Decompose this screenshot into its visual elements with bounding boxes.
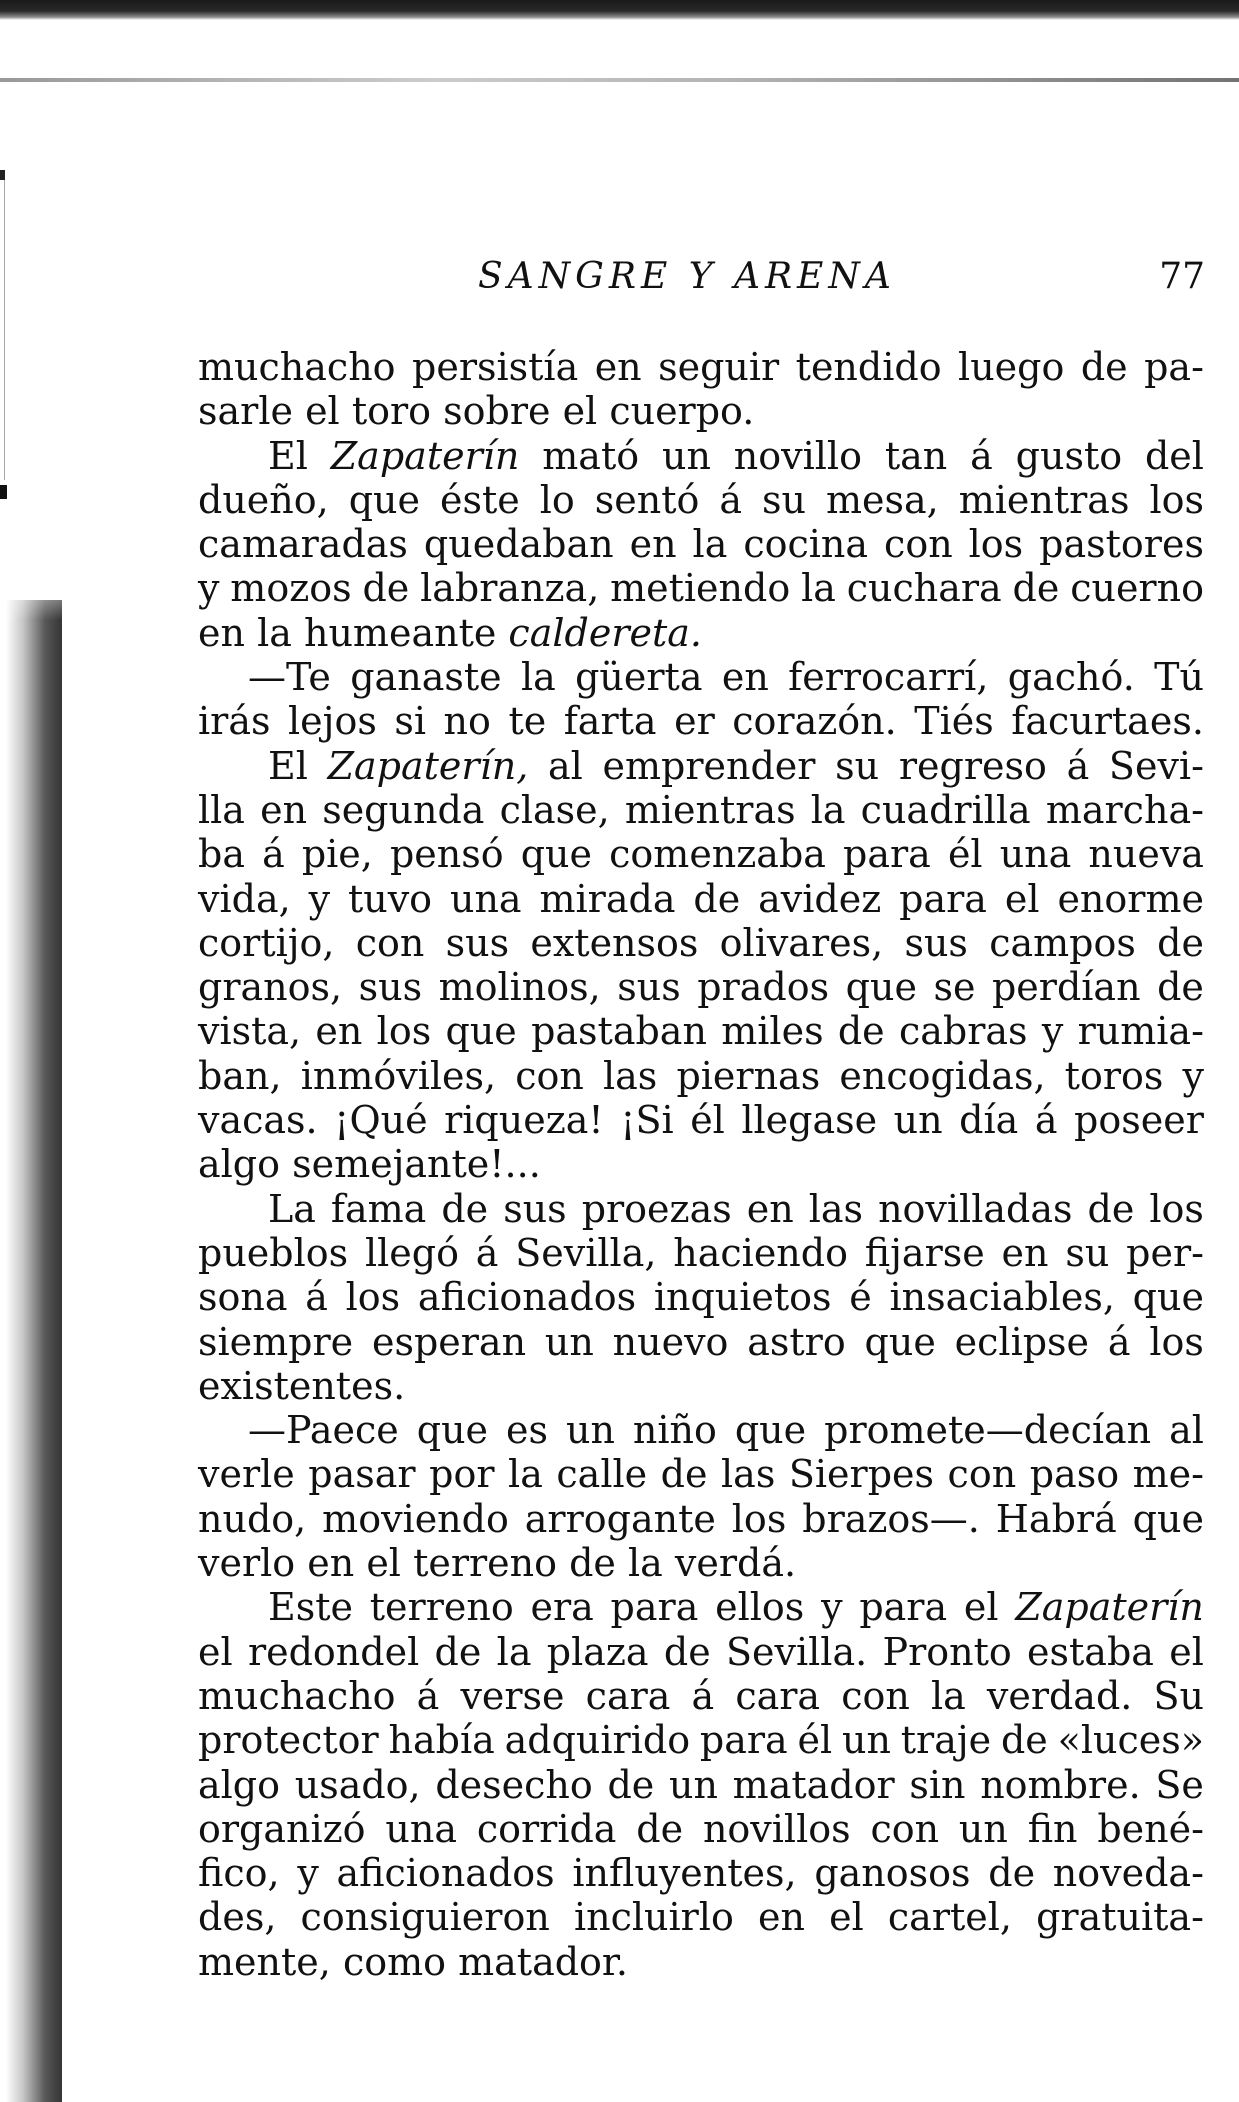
text-line: algo semejante!... [198,1142,541,1187]
text-line: granos, sus molinos, sus prados que se perdían de [198,965,1204,1010]
text-line: cortijo, con sus extensos olivares, sus campos de [198,920,1204,965]
page-number: 77 [1159,256,1205,297]
scan-left-mark [0,485,7,499]
text-line: La fama de sus proezas en las novilladas de los [268,1186,1204,1231]
text-line: pueblos llegó á Sevilla, haciendo fijarse en su per- [198,1230,1204,1275]
scan-left-line [4,180,5,480]
text-line: des, consiguieron incluirlo en el cartel, gratuita- [198,1895,1204,1940]
text-line: ba á pie, pensó que comenzaba para él una nueva [198,832,1204,877]
text-line: vacas. ¡Qué riqueza! ¡Si él llegase un día á poseer [198,1098,1204,1143]
text-line: camaradas quedaban en la cocina con los pastores [198,522,1204,567]
text-line: el redondel de la plaza de Sevilla. Pronto estaba el [198,1629,1204,1674]
body-text [198,345,1204,1984]
text-line: irás lejos si no te farta er corazón. Tiés facurtaes. [198,699,1204,744]
text-line: sarle el toro sobre el cuerpo. [198,389,755,434]
scan-top-rule [0,78,1239,82]
text-line: algo usado, desecho de un matador sin nombre. Se [198,1762,1204,1807]
text-line: vida, y tuvo una mirada de avidez para el enorme [198,876,1204,921]
text-line: existentes. [198,1363,406,1408]
text-line: vista, en los que pastaban miles de cabras y rumia- [198,1009,1204,1054]
text-line: y mozos de labranza, metiendo la cuchara de cuerno [198,566,1204,611]
text-line: lla en segunda clase, mientras la cuadrilla marcha- [198,787,1204,832]
text-line: fico, y aficionados influyentes, ganosos de noveda- [198,1851,1204,1896]
text-line: verle pasar por la calle de las Sierpes con paso me- [198,1452,1204,1497]
scan-left-mark [0,170,5,180]
text-line: organizó una corrida de novillos con un fin bené- [198,1806,1204,1851]
text-line: —Paece que es un niño que promete—decían al [248,1408,1204,1453]
text-line: mente, como matador. [198,1939,628,1984]
text-line: sona á los aficionados inquietos é insaciables, que [198,1275,1204,1320]
text-line: en la humeante caldereta. [198,610,702,655]
text-line: protector había adquirido para él un traje de «luces» [198,1718,1204,1763]
text-line: El Zapaterín, al emprender su regreso á Sevi- [268,743,1204,788]
text-line: verlo en el terreno de la verdá. [198,1541,797,1586]
scan-binding-shadow [6,600,62,2102]
running-head [190,252,1205,302]
text-line: El Zapaterín mató un novillo tan á gusto del [268,433,1204,478]
scan-binding-fade [6,560,62,620]
text-line: muchacho á verse cara á cara con la verdad. Su [198,1673,1204,1718]
scan-top-shadow [0,0,1239,20]
text-line: dueño, que éste lo sentó á su mesa, mientras los [198,477,1204,522]
text-line: ban, inmóviles, con las piernas encogidas, toros y [198,1053,1204,1098]
text-line: muchacho persistía en seguir tendido luego de pa- [198,345,1204,389]
text-line: —Te ganaste la güerta en ferrocarrí, gachó. Tú [248,655,1204,700]
text-line: nudo, moviendo arrogante los brazos—. Habrá que [198,1496,1204,1541]
text-line: siempre esperan un nuevo astro que eclipse á los [198,1319,1204,1364]
running-title: SANGRE Y ARENA [478,256,896,297]
text-line: Este terreno era para ellos y para el Zapaterín [268,1585,1204,1630]
